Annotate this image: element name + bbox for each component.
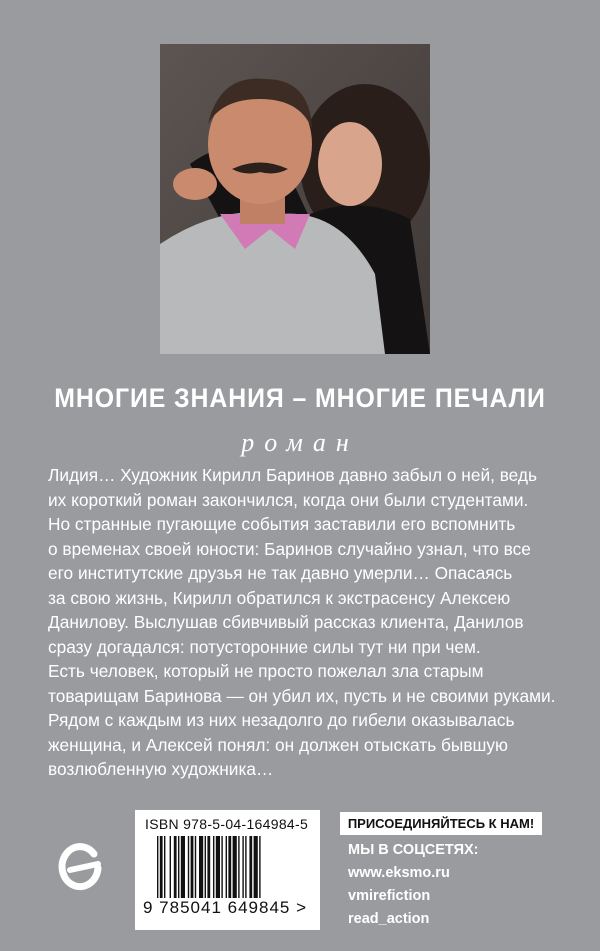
annotation-line: Есть человек, который не просто пожелал зла старым	[48, 661, 484, 681]
social-block	[340, 812, 542, 927]
barcode-bar	[238, 836, 239, 898]
annotation-line: сразу догадался: потусторонние силы тут ни при чем.	[48, 636, 481, 657]
barcode-bar	[259, 836, 260, 898]
barcode-bar	[178, 836, 179, 898]
author-portrait-photo	[160, 44, 430, 354]
barcode-bar	[188, 836, 189, 898]
isbn-number: ISBN 978-5-04-164984-5	[145, 816, 309, 832]
social-link[interactable]: read_action	[348, 911, 430, 927]
barcode-digits: 9 785041 649845 >	[143, 898, 308, 917]
annotation-line: Данилову. Выслушав сбивчивый рассказ клиента, Данилов	[48, 612, 524, 632]
annotation-line: за свою жизнь, Кирилл обратился к экстрасенсу Алексею	[48, 587, 511, 608]
barcode-bar	[245, 836, 246, 898]
barcode-bar	[205, 836, 206, 898]
barcode-bar	[242, 836, 243, 898]
social-link[interactable]: vmirefiction	[348, 888, 431, 904]
barcode-bar	[228, 836, 231, 898]
social-heading: МЫ В СОЦСЕТЯХ:	[348, 842, 479, 858]
barcode-bar	[213, 836, 214, 898]
book-title: МНОГИЕ ЗНАНИЯ – МНОГИЕ ПЕЧАЛИ	[54, 383, 546, 413]
join-us-badge: ПРИСОЕДИНЯЙТЕСЬ К НАМ!	[340, 812, 542, 835]
annotation-line: женщина, и Алексей понял: он должен отыскать бывшую	[48, 734, 508, 755]
barcode-bar	[195, 836, 196, 898]
annotation-line: Но странные пугающие события заставили его вспомнить	[48, 514, 516, 534]
barcode-bar	[216, 836, 220, 898]
social-link[interactable]: www.eksmo.ru	[348, 865, 450, 881]
annotation-line: о временах своей юности: Баринов случайно узнал, что все	[48, 538, 531, 559]
barcode-bar	[233, 836, 237, 898]
barcode-bar	[174, 836, 177, 898]
annotation-line: Рядом с каждым из них незадолго до гибели оказывалась	[48, 710, 515, 730]
barcode-bar	[199, 836, 203, 898]
annotation-line: товарищам Баринова — он убил их, пусть и не своими руками.	[48, 685, 556, 706]
barcode-bar	[249, 836, 252, 898]
book-annotation	[48, 463, 560, 782]
annotation-line: его институтские друзья не так давно умерли… Опасаясь	[48, 563, 513, 583]
barcode-bar	[164, 836, 165, 898]
author-photo	[160, 44, 430, 354]
annotation-line: возлюбленную художника…	[48, 759, 274, 779]
barcode-bars	[157, 836, 302, 898]
barcode-bar	[181, 836, 185, 898]
barcode-bar	[221, 836, 222, 898]
barcode-bar	[160, 836, 163, 898]
annotation-line: их короткий роман закончился, когда они были студентами.	[48, 489, 529, 510]
barcode-bar	[254, 836, 258, 898]
annotation-line: Лидия… Художник Кирилл Баринов давно забыл о ней, ведь	[48, 465, 538, 485]
eksmo-logo-icon	[58, 842, 104, 894]
book-genre: роман	[241, 428, 359, 457]
barcode-bar	[157, 836, 158, 898]
barcode	[135, 810, 320, 930]
barcode-bar	[207, 836, 210, 898]
barcode-bar	[170, 836, 171, 898]
barcode-bar	[226, 836, 227, 898]
barcode-bar	[191, 836, 194, 898]
